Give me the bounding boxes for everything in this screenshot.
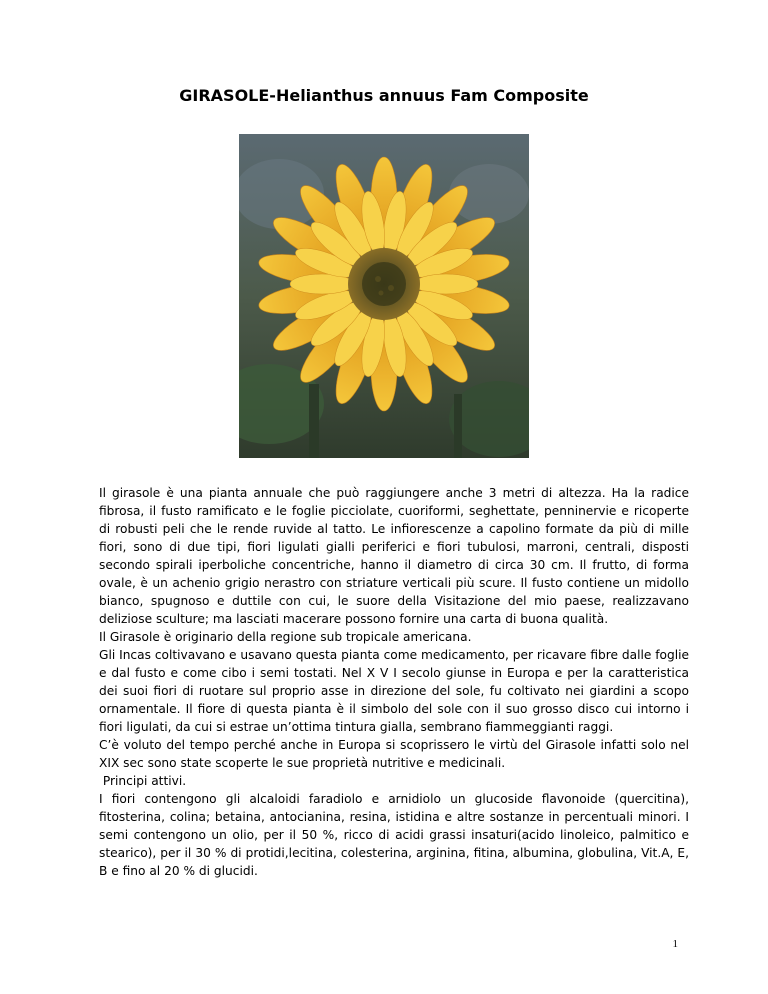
paragraph-history: Gli Incas coltivavano e usavano questa pianta come medicamento, per ricavare fibre dalle foglie e dal fusto e come cibo i semi tostati. Nel X V I secolo giunse in Europa e per la caratteristica dei suoi fiori di ruotare sul proprio asse in direzione del sole, fu coltivato nei giardini a scopo ornamentale. Il fiore di questa pianta è il simbolo del sole con il suo grosso disco cui intorno i fiori ligulati, da cui si estrae un’ottima tintura gialla, sembrano fiammeggianti raggi. (99, 648, 689, 734)
page-title: GIRASOLE-Helianthus annuus Fam Composite (179, 86, 589, 105)
paragraph-description: Il girasole è una pianta annuale che può raggiungere anche 3 metri di altezza. Ha la radice fibrosa, il fusto ramificato e le foglie picciolate, cuoriformi, seghettate, penninervie e ricoperte di robusti peli che le rende ruvide al tatto. Le infiorescenze a capolino formate da più di mille fiori, sono di due tipi, fiori ligulati gialli periferici e fiori tubulosi, marroni, centrali, disposti secondo spirali iperboliche concentriche, hanno il diametro di circa 30 cm. Il frutto, di forma ovale, è un achenio grigio nerastro con striature verticali più scure. Il fusto contiene un midollo bianco, spugnoso e duttile con cui, le suore della Visitazione del mio paese, realizzavano deliziose sculture; ma lasciati macerare possono fornire una carta di buona qualità. (99, 486, 689, 626)
section-heading-principi-attivi: Principi attivi. (99, 774, 187, 788)
page-number: 1 (672, 938, 678, 950)
paragraph-active-principles: I fiori contengono gli alcaloidi faradiolo e arnidiolo un glucoside flavonoide (quercitina), fitosterina, colina; betaina, antocianina, resina, istidina e altre sostanze in percentuali minori. I semi contengono un olio, per il 50 %, ricco di acidi grassi insaturi(acido linoleico, palmitico e stearico), per il 30 % di protidi,lecitina, colesterina, arginina, fitina, albumina, globulina, Vit.A, E, B e fino al 20 % di glucidi. (99, 792, 689, 878)
body-text (99, 484, 689, 880)
paragraph-discovery: C’è voluto del tempo perché anche in Europa si scoprissero le virtù del Girasole infatti solo nel XIX sec sono state scoperte le sue proprietà nutritive e medicinali. (99, 738, 689, 770)
sunflower-photo (239, 134, 529, 458)
paragraph-origin: Il Girasole è originario della regione sub tropicale americana. (99, 630, 472, 644)
